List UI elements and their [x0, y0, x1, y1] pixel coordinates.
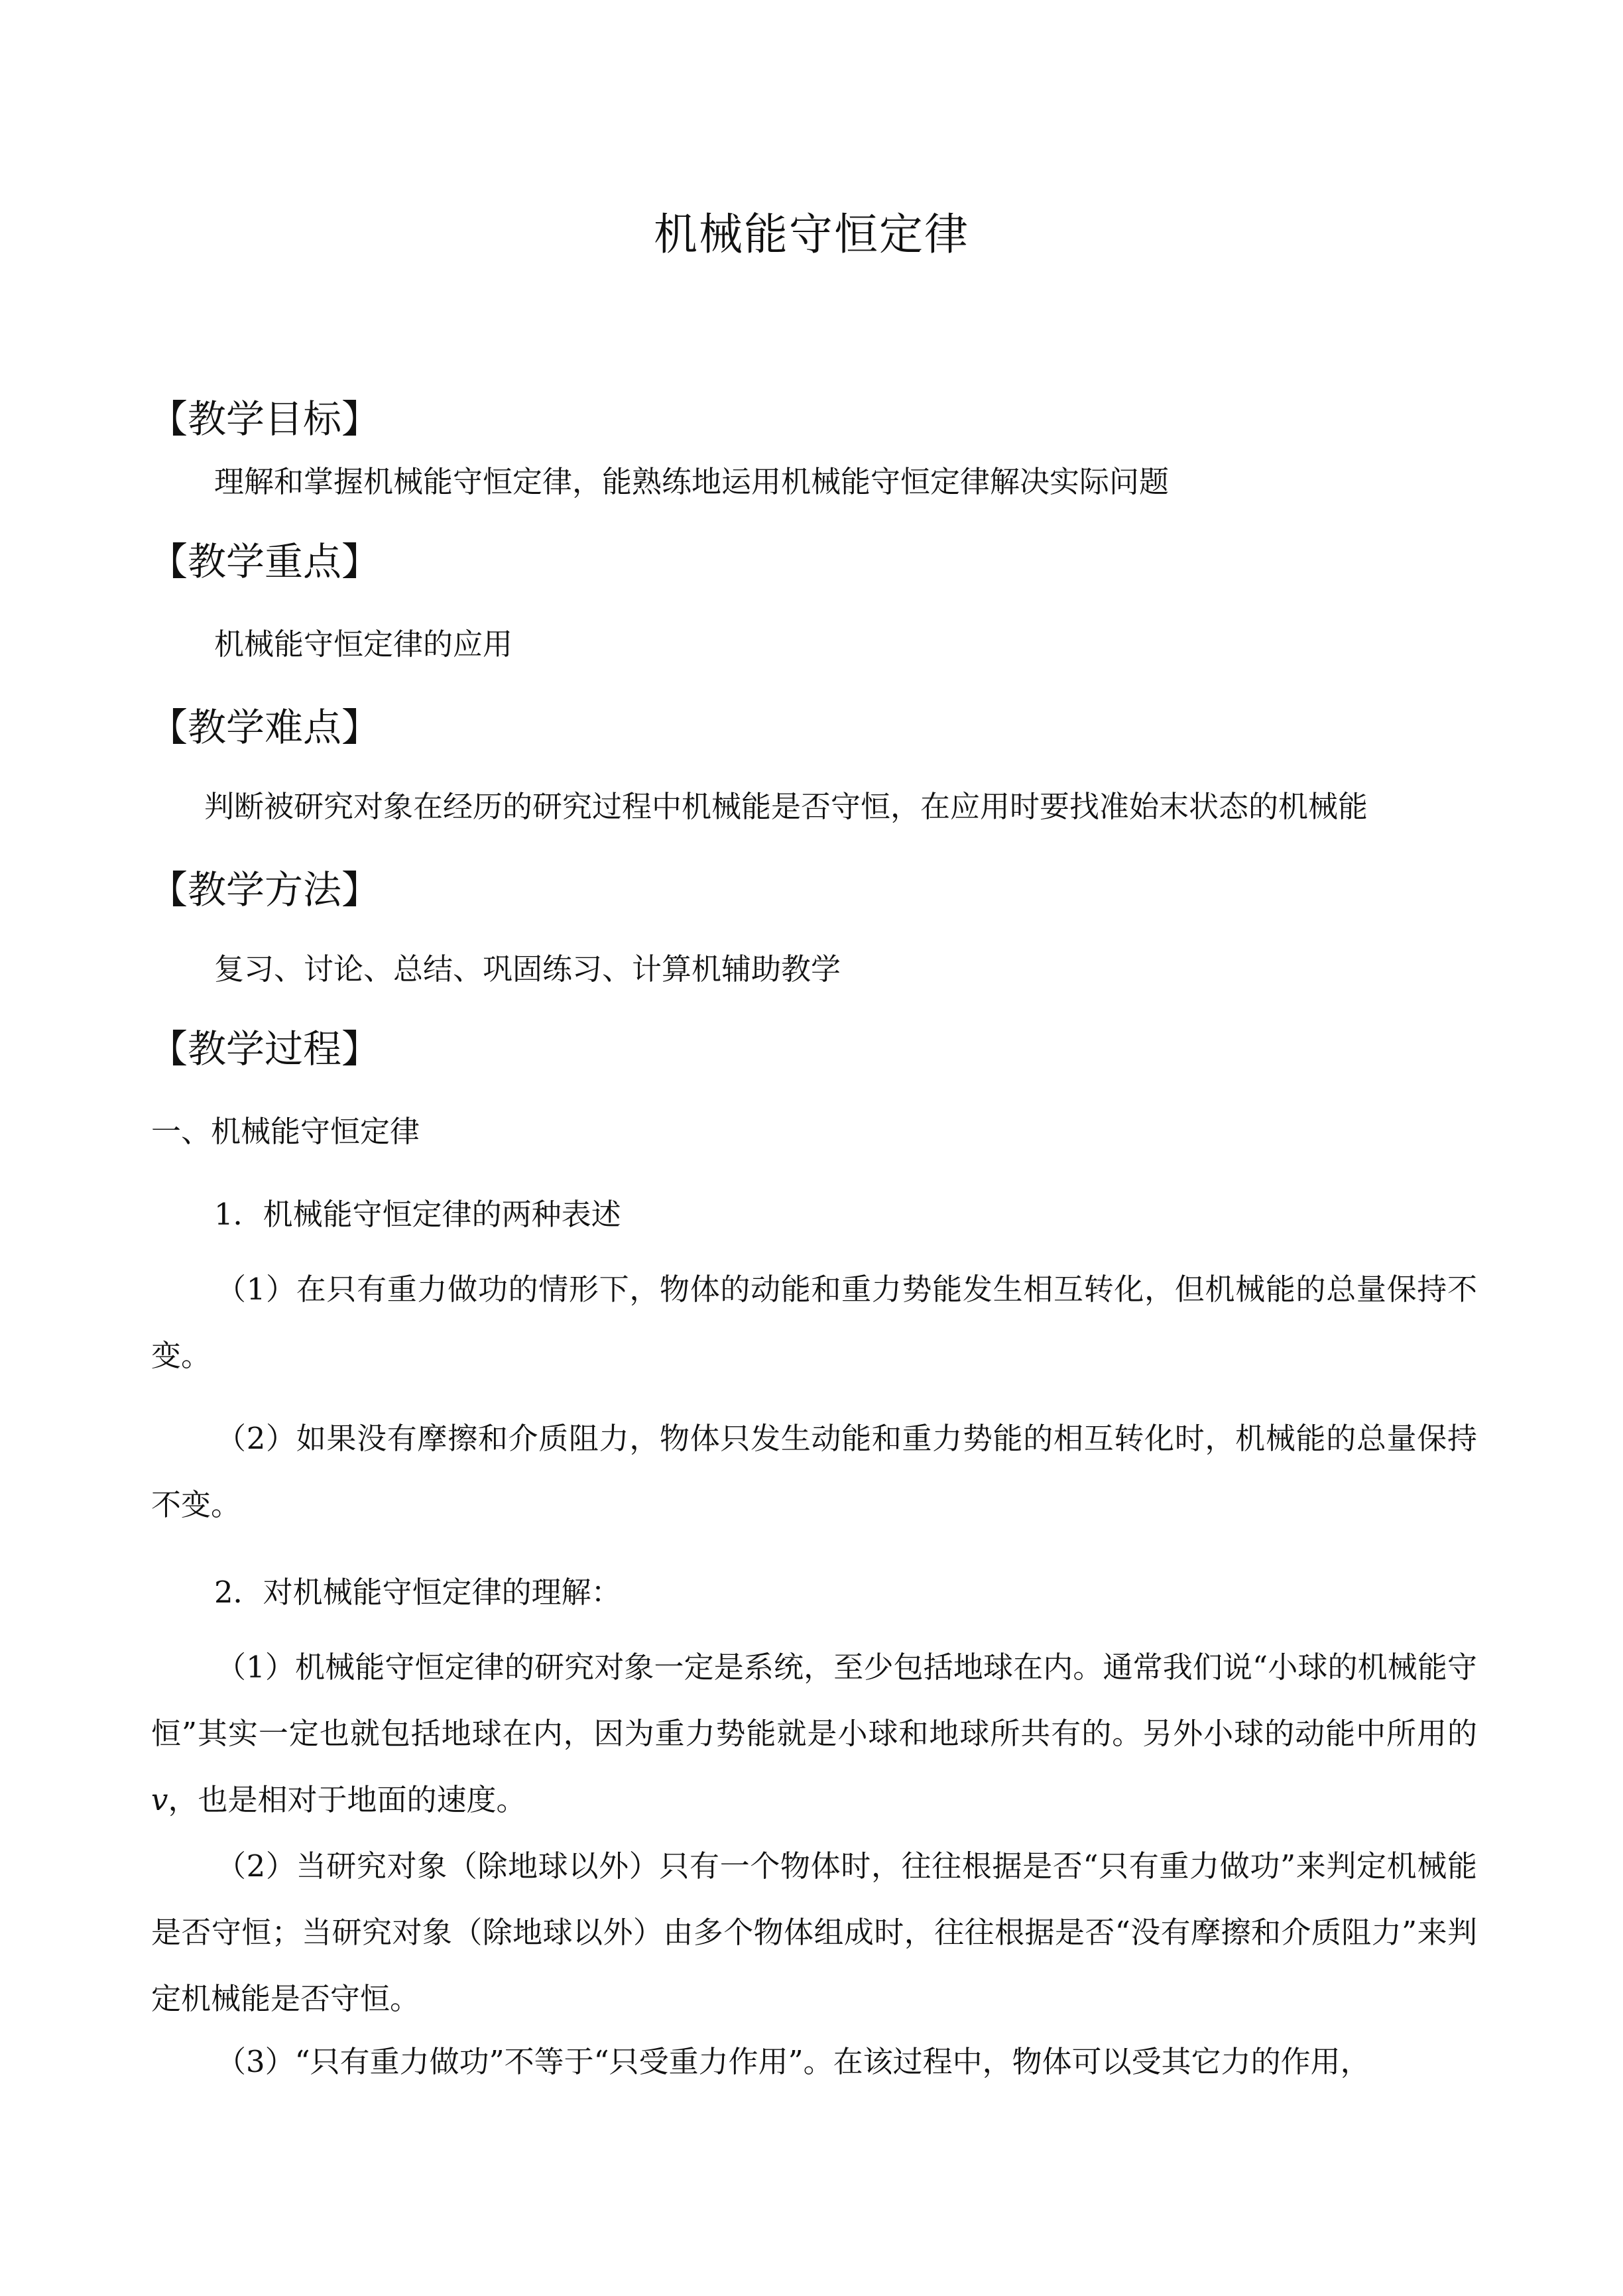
velocity-variable: v: [151, 1782, 168, 1817]
item-2-paragraph-2: （2）当研究对象（除地球以外）只有一个物体时，往往根据是否“只有重力做功”来判定机械能是否守恒；当研究对象（除地球以外）由多个物体组成时，往往根据是否“没有摩擦和介质阻力”来判定机械能是否守恒。: [151, 1848, 1477, 2016]
heading-teaching-goal: 【教学目标】: [149, 396, 381, 442]
item-1-paragraph-2: （2）如果没有摩擦和介质阻力，物体只发生动能和重力势能的相互转化时，机械能的总量保持不变。: [151, 1421, 1477, 1522]
document-title: 机械能守恒定律: [654, 209, 969, 260]
item-2-heading: 2．对机械能守恒定律的理解：: [214, 1575, 621, 1610]
part-1-heading: 一、机械能守恒定律: [151, 1114, 420, 1149]
item-2-paragraph-1-part-b: ，也是相对于地面的速度。: [168, 1782, 526, 1817]
item-2-paragraph-3: （3）“只有重力做功”不等于“只受重力作用”。在该过程中，物体可以受其它力的作用，: [216, 2044, 1370, 2079]
heading-teaching-method: 【教学方法】: [149, 867, 381, 912]
item-2-paragraph-1-part-a: （1）机械能守恒定律的研究对象一定是系统，至少包括地球在内。通常我们说“小球的机械能守恒”其实一定也就包括地球在内，因为重力势能就是小球和地球所共有的。另外小球的动能中所用的: [151, 1650, 1477, 1751]
heading-teaching-key-point: 【教学重点】: [149, 539, 381, 584]
teaching-goal-text: 理解和掌握机械能守恒定律，能熟练地运用机械能守恒定律解决实际问题: [214, 464, 1170, 499]
heading-teaching-process: 【教学过程】: [149, 1026, 381, 1071]
item-1-heading: 1．机械能守恒定律的两种表述: [214, 1197, 621, 1232]
heading-teaching-difficulty: 【教学难点】: [149, 705, 381, 750]
item-1-paragraph-1: （1）在只有重力做功的情形下，物体的动能和重力势能发生相互转化，但机械能的总量保持不变。: [151, 1272, 1477, 1373]
teaching-key-point-text: 机械能守恒定律的应用: [214, 627, 513, 662]
item-2-paragraph-1: [151, 1634, 1477, 1833]
teaching-method-text: 复习、讨论、总结、巩固练习、计算机辅助教学: [214, 951, 841, 987]
teaching-difficulty-text: 判断被研究对象在经历的研究过程中机械能是否守恒，在应用时要找准始末状态的机械能: [204, 789, 1368, 824]
